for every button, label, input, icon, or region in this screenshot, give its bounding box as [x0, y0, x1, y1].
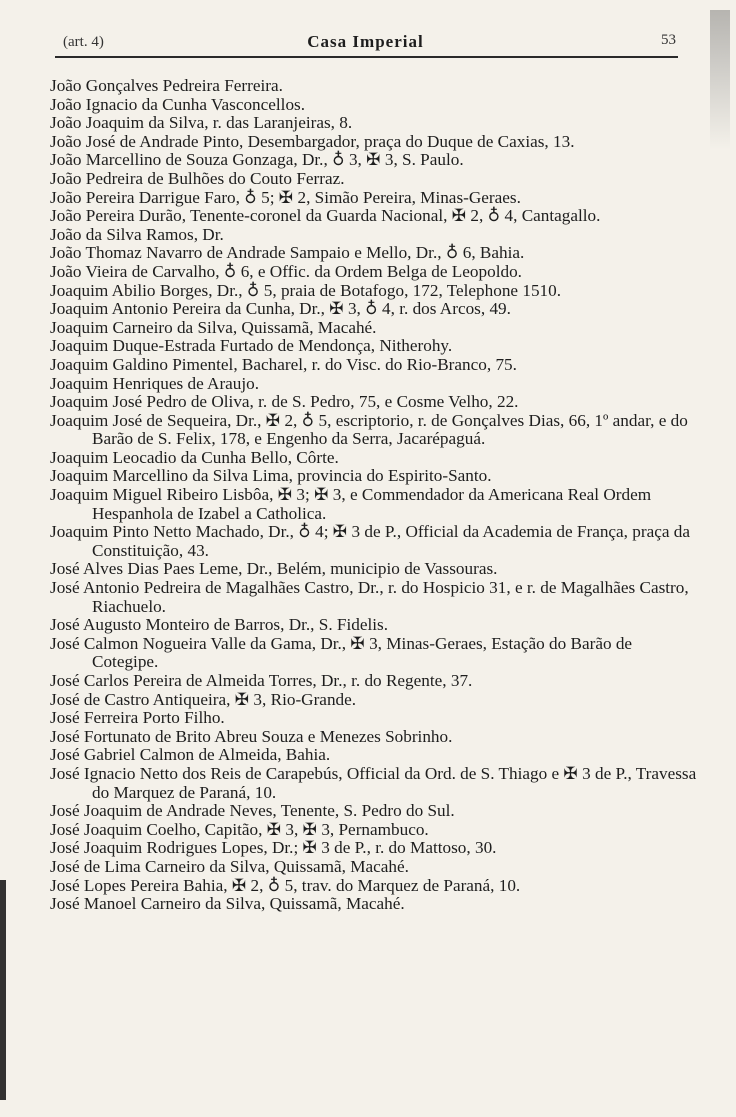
header-title: Casa Imperial — [307, 32, 424, 51]
list-item: João Vieira de Carvalho, ♁ 6, e Offic. da Ordem Belga de Leopoldo. — [50, 261, 522, 281]
list-item: Joaquim Miguel Ribeiro Lisbôa, ✠ 3; ✠ 3, e Commendador da Americana Real Ordem Hespanhola de Izabel a Catholica. — [50, 485, 652, 523]
list-item: José Joaquim Coelho, Capitão, ✠ 3, ✠ 3, Pernambuco. — [50, 819, 429, 839]
list-item: Joaquim Pinto Netto Machado, Dr., ♁ 4; ✠ 3 de P., Official da Academia de França, praça da Constituição, 43. — [50, 522, 690, 560]
list-item: Joaquim Galdino Pimentel, Bacharel, r. do Visc. do Rio-Branco, 75. — [50, 354, 517, 374]
list-item: José Ferreira Porto Filho. — [50, 708, 225, 728]
list-item: João Thomaz Navarro de Andrade Sampaio e Mello, Dr., ♁ 6, Bahia. — [50, 243, 525, 263]
page-edge-shadow — [710, 10, 730, 150]
binding-shadow — [0, 880, 6, 1100]
list-item: João José de Andrade Pinto, Desembargador, praça do Duque de Caxias, 13. — [50, 131, 575, 151]
list-item: José Lopes Pereira Bahia, ✠ 2, ♁ 5, trav. do Marquez de Paraná, 10. — [50, 875, 521, 895]
list-item: José Carlos Pereira de Almeida Torres, Dr., r. do Regente, 37. — [50, 671, 473, 690]
list-item: José Augusto Monteiro de Barros, Dr., S. Fidelis. — [50, 615, 389, 635]
list-item: João da Silva Ramos, Dr. — [50, 224, 224, 244]
list-item: Joaquim Abilio Borges, Dr., ♁ 5, praia de Botafogo, 172, Telephone 1510. — [50, 280, 562, 300]
entry-list — [50, 77, 702, 914]
page-number: 53 — [661, 32, 676, 48]
list-item: José de Castro Antiqueira, ✠ 3, Rio-Grande. — [50, 689, 357, 709]
list-item: João Ignacio da Cunha Vasconcellos. — [50, 94, 306, 114]
list-item: João Joaquim da Silva, r. das Laranjeiras, 8. — [50, 113, 353, 133]
list-item: José Joaquim de Andrade Neves, Tenente, S. Pedro do Sul. — [50, 801, 455, 821]
header-rule — [55, 56, 678, 58]
list-item: João Marcellino de Souza Gonzaga, Dr., ♁ 3, ✠ 3, S. Paulo. — [50, 150, 464, 170]
header-section-ref: (art. 4) — [63, 34, 104, 50]
list-item: João Pereira Durão, Tenente-coronel da Guarda Nacional, ✠ 2, ♁ 4, Cantagallo. — [50, 206, 601, 226]
list-item: Joaquim Henriques de Araujo. — [50, 373, 260, 393]
list-item: João Pereira Darrigue Faro, ♁ 5; ✠ 2, Simão Pereira, Minas-Geraes. — [50, 187, 521, 207]
list-item: José Alves Dias Paes Leme, Dr., Belém, municipio de Vassouras. — [50, 559, 498, 579]
list-item: José Fortunato de Brito Abreu Souza e Menezes Sobrinho. — [50, 726, 453, 746]
page-header — [55, 30, 676, 56]
list-item: José Ignacio Netto dos Reis de Carapebús, Official da Ord. de S. Thiago e ✠ 3 de P., Travessa do Marquez de Paraná, 10. — [50, 763, 697, 802]
list-item: José Gabriel Calmon de Almeida, Bahia. — [50, 745, 331, 765]
list-item: José Manoel Carneiro da Silva, Quissamã, Macahé. — [50, 894, 405, 914]
list-item: Joaquim Marcellino da Silva Lima, provincia do Espirito-Santo. — [50, 466, 492, 486]
list-item: José Joaquim Rodrigues Lopes, Dr.; ✠ 3 de P., r. do Mattoso, 30. — [50, 838, 497, 858]
list-item: Joaquim José Pedro de Oliva, r. de S. Pedro, 75, e Cosme Velho, 22. — [50, 392, 519, 412]
list-item: José Antonio Pedreira de Magalhães Castro, Dr., r. do Hospicio 31, e r. de Magalhães Castro, Riachuelo. — [50, 578, 689, 616]
list-item: Joaquim Duque-Estrada Furtado de Mendonça, Nitherohy. — [50, 336, 453, 356]
list-item: José de Lima Carneiro da Silva, Quissamã, Macahé. — [50, 856, 409, 876]
list-item: Joaquim Carneiro da Silva, Quissamã, Macahé. — [50, 317, 377, 337]
list-item: Joaquim Antonio Pereira da Cunha, Dr., ✠ 3, ♁ 4, r. dos Arcos, 49. — [50, 299, 511, 319]
list-item: Joaquim Leocadio da Cunha Bello, Côrte. — [50, 447, 339, 467]
list-item: João Pedreira de Bulhões do Couto Ferraz. — [50, 168, 345, 188]
list-item: José Calmon Nogueira Valle da Gama, Dr., ✠ 3, Minas-Geraes, Estação do Barão de Cotegipe. — [50, 633, 633, 672]
list-item: Joaquim José de Sequeira, Dr., ✠ 2, ♁ 5, escriptorio, r. de Gonçalves Dias, 66, 1º andar, e do Barão de S. Felix, 178, e Engenho da Serra, Jacarépaguá. — [50, 410, 688, 449]
list-item: João Gonçalves Pedreira Ferreira. — [50, 76, 283, 95]
